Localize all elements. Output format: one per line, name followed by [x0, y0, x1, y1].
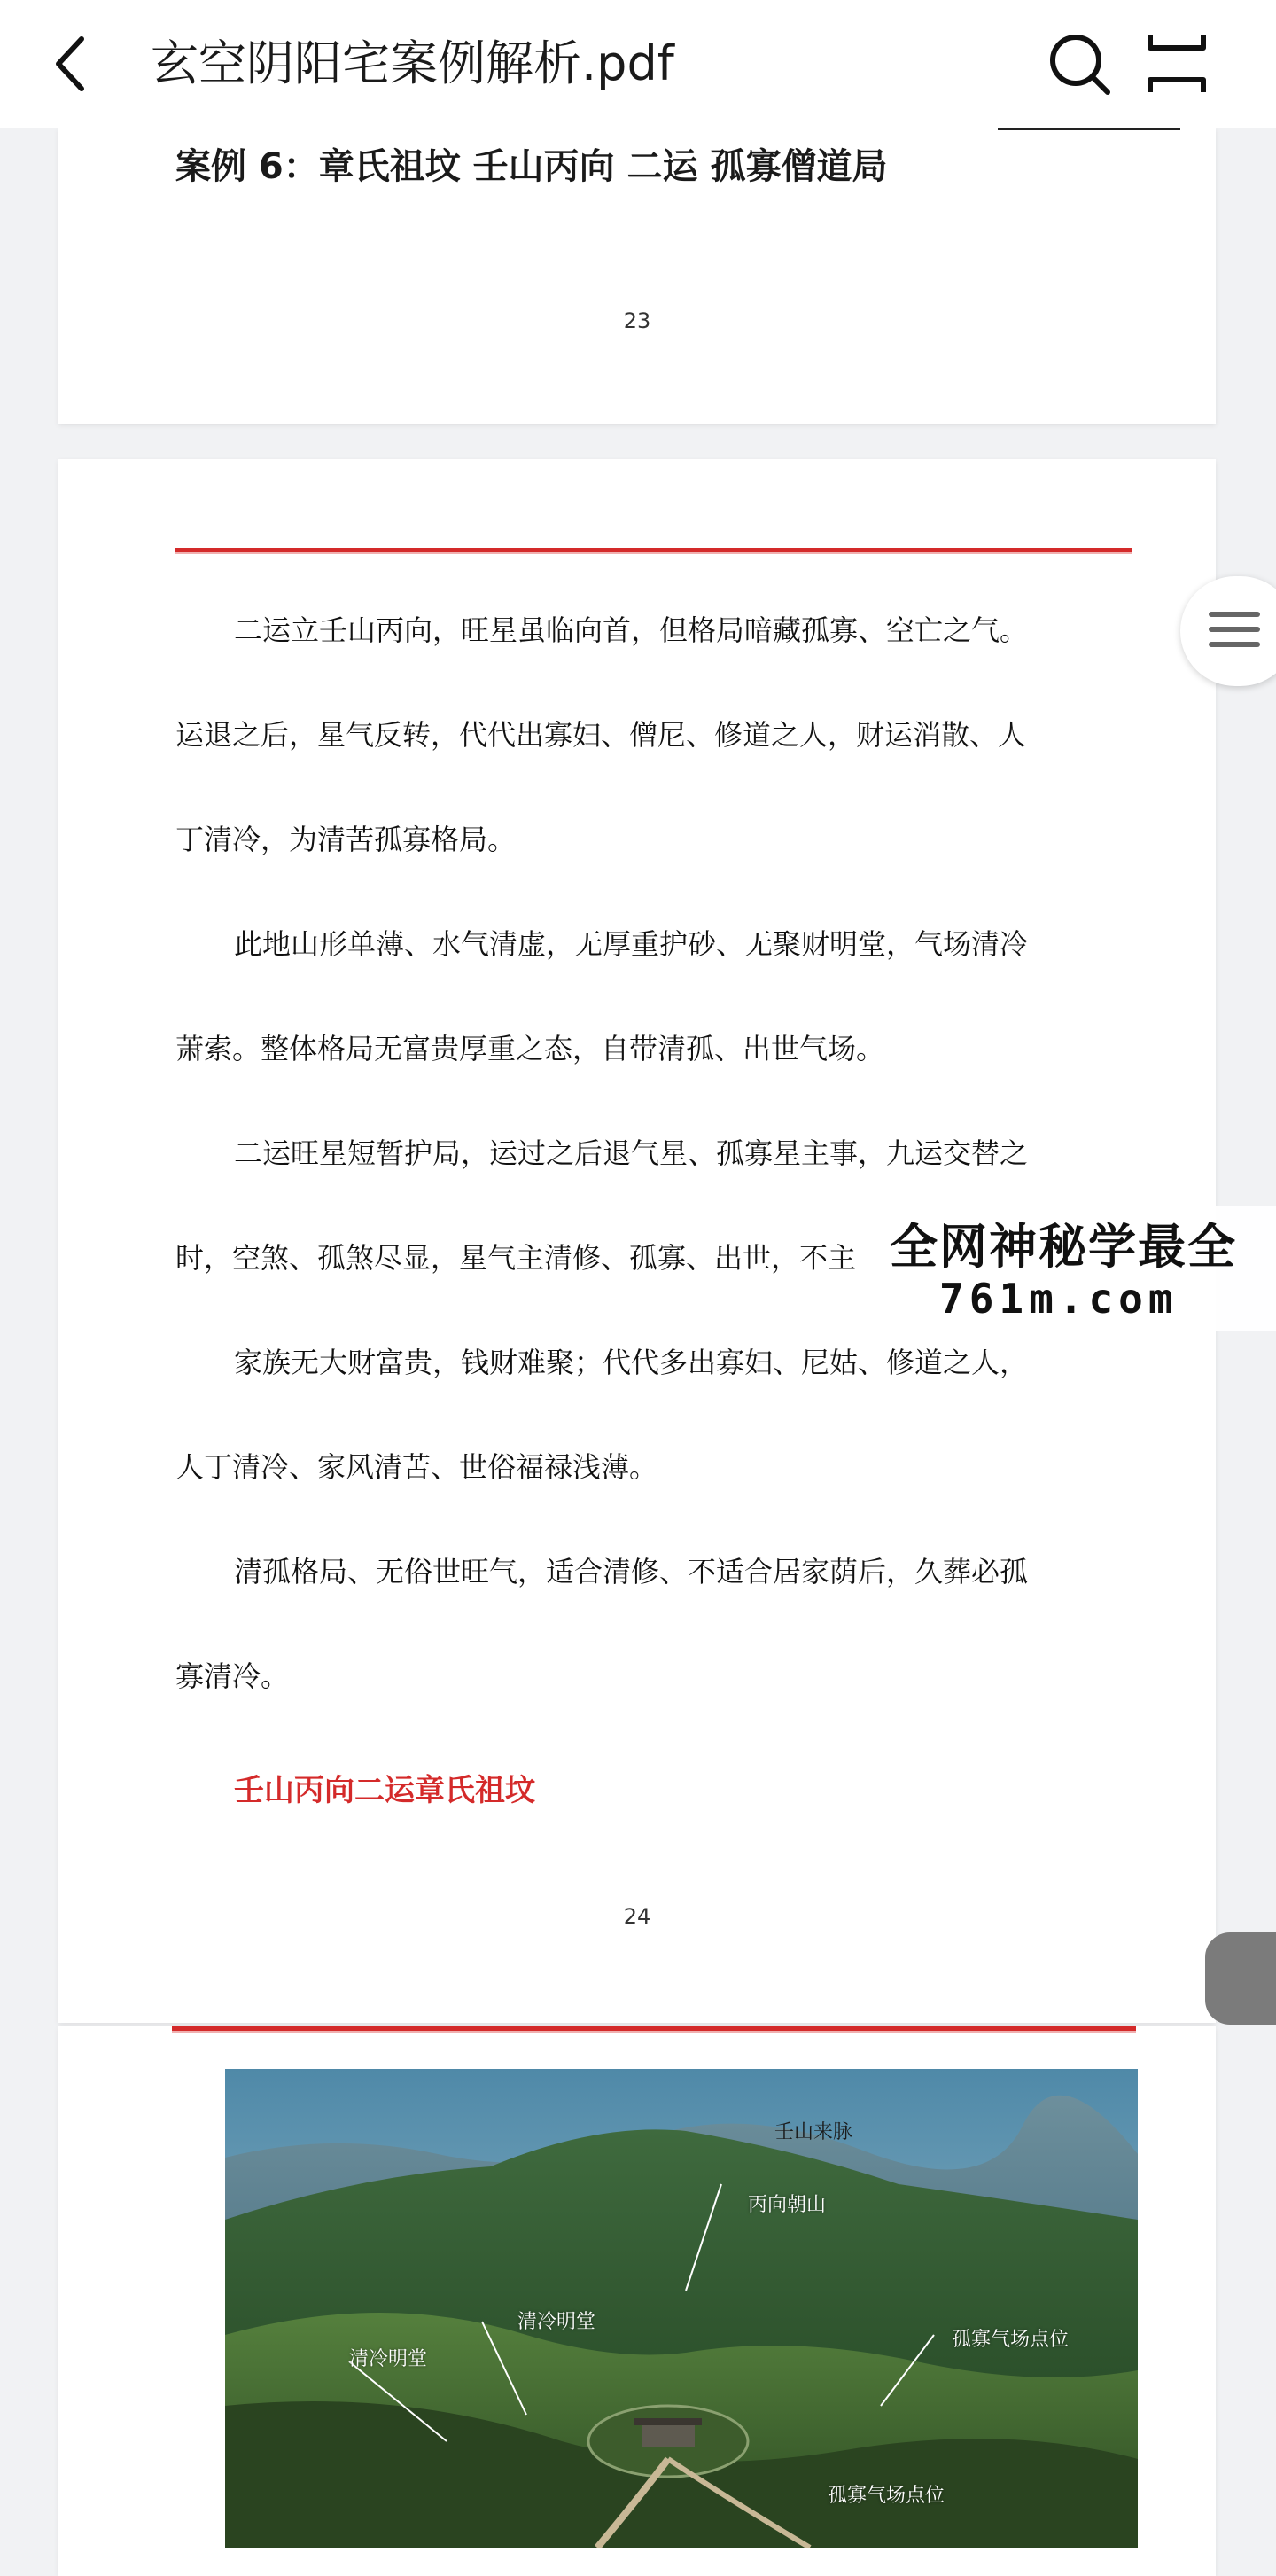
- photo-label: 清冷明堂: [349, 2348, 428, 2370]
- photo-label: 丙向朝山: [748, 2194, 827, 2216]
- photo-label: 孤寡气场点位: [952, 2329, 1070, 2351]
- case-heading: 案例 6：章氏祖坟 壬山丙向 二运 孤寡僧道局: [175, 146, 888, 187]
- header-rule: [998, 128, 1180, 130]
- red-subheading: 壬山丙向二运章氏祖坟: [234, 1773, 535, 1808]
- pdf-page-23: [58, 128, 1216, 424]
- toolbar: [0, 0, 1276, 128]
- paragraph-line: 二运立壬山丙向，旺星虽临向首，但格局暗藏孤寡、空亡之气。: [234, 613, 1029, 647]
- mountain-landscape-image: [225, 2069, 1138, 2548]
- scroll-thumb[interactable]: [1205, 1932, 1276, 2025]
- body-text: [175, 578, 1132, 1729]
- paragraph-line: 丁清冷，为清苦孤寡格局。: [175, 823, 517, 856]
- paragraph-line: 人丁清冷、家风清苦、世俗福禄浅薄。: [175, 1450, 658, 1484]
- pdf-page-25: [58, 2026, 1216, 2576]
- menu-icon: [1209, 612, 1260, 657]
- paragraph-line: 二运旺星短暂护局，运过之后退气星、孤寡星主事，九运交替之: [234, 1136, 1029, 1170]
- landscape-photo: [225, 2069, 1138, 2548]
- red-divider: [172, 2026, 1136, 2033]
- paragraph-line: 清孤格局、无俗世旺气，适合清修、不适合居家荫后，久葬必孤: [234, 1555, 1029, 1589]
- red-divider: [175, 548, 1132, 554]
- search-button[interactable]: [1046, 30, 1113, 98]
- paragraph-line: 萧索。整体格局无富贵厚重之态，自带清孤、出世气场。: [175, 1032, 885, 1066]
- paragraph-line: 此地山形单薄、水气清虚，无厚重护砂、无聚财明堂，气场清冷: [234, 927, 1029, 961]
- paragraph-line: 时，空煞、孤煞尽显，星气主清修、孤寡、出世，不主: [175, 1241, 857, 1275]
- back-button[interactable]: [39, 28, 110, 99]
- page-number: 24: [623, 1904, 651, 1929]
- page-number: 23: [623, 308, 651, 333]
- document-title: 玄空阴阳宅案例解析.pdf: [151, 35, 674, 91]
- photo-label: 孤寡气场点位: [828, 2485, 945, 2507]
- back-arrow-icon: [39, 28, 110, 99]
- watermark: [886, 1206, 1276, 1331]
- paragraph-line: 运退之后，星气反转，代代出寡妇、僧尼、修道之人，财运消散、人: [175, 718, 1027, 752]
- watermark-url: 761m.com: [939, 1275, 1179, 1323]
- photo-label: 清冷明堂: [517, 2311, 596, 2333]
- paragraph-line: 寡清冷。: [175, 1659, 290, 1693]
- search-icon: [1046, 30, 1113, 98]
- paragraph-line: 家族无大财富贵，钱财难聚；代代多出寡妇、尼姑、修道之人，: [234, 1346, 1029, 1379]
- photo-label: 壬山来脉: [774, 2121, 853, 2143]
- watermark-text: 全网神秘学最全: [890, 1219, 1237, 1275]
- fit-width-button[interactable]: [1143, 30, 1210, 98]
- fit-width-icon: [1143, 30, 1210, 98]
